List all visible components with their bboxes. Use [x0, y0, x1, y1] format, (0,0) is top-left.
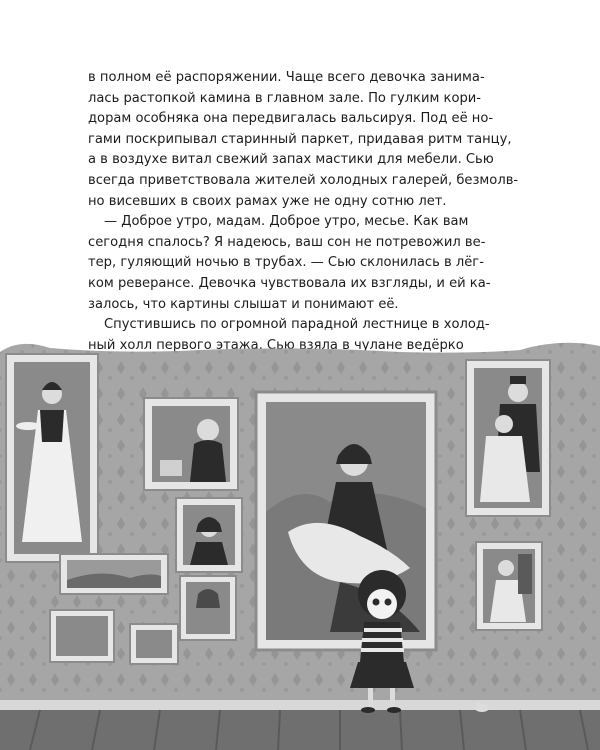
text-line: а в воздухе витал свежий запах мастики для мебели. Сью [88, 152, 494, 168]
portrait-landscape [60, 554, 168, 594]
text-line: ком реверансе. Девочка чувствовала их взгляды, и ей ка- [88, 275, 491, 291]
portrait-girl-flag [476, 542, 542, 630]
portrait-maid [6, 354, 98, 562]
text-line: дорам особняка она передвигалась вальсируя. Под её но- [88, 111, 494, 127]
gallery-scene [0, 332, 600, 750]
text-line: но висевших в своих рамах уже не одну сотню лет. [88, 193, 447, 209]
text-line: всегда приветствовала жителей холодных галерей, безмолв- [88, 172, 519, 188]
portrait-woman-small [176, 498, 242, 572]
paragraph-2 [88, 212, 508, 315]
text-line: ный холл первого этажа, Сью взяла в чулане ведёрко [88, 337, 464, 353]
text-line: — Доброе утро, мадам. Доброе утро, месье. Как вам [104, 214, 469, 230]
text-line: тер, гуляющий ночью в трубах. — Сью склонилась в лёг- [88, 255, 484, 271]
portrait-lady-with-dog [256, 392, 436, 650]
gallery-illustration [0, 332, 600, 750]
text-line: Спустившись по огромной парадной лестнице в холод- [104, 317, 490, 333]
text-block [88, 68, 519, 377]
text-line: в полном её распоряжении. Чаще всего девочка занима- [88, 70, 485, 85]
text-line: залось, что картины слышат и понимают её. [88, 296, 399, 312]
floor [0, 710, 600, 750]
text-line: сегодня спалось? Я надеюсь, ваш сон не потревожил ве- [88, 234, 486, 250]
portrait-woman-lower [180, 576, 236, 640]
paragraph-1 [88, 68, 519, 212]
portrait-old-man [144, 398, 238, 490]
text-line: лась растопкой камина в главном зале. По гулким кори- [88, 90, 482, 106]
portrait-couple [466, 360, 550, 516]
baseboard [0, 700, 600, 710]
text-line: гами поскрипывал старинный паркет, придавая ритм танцу, [88, 131, 512, 147]
